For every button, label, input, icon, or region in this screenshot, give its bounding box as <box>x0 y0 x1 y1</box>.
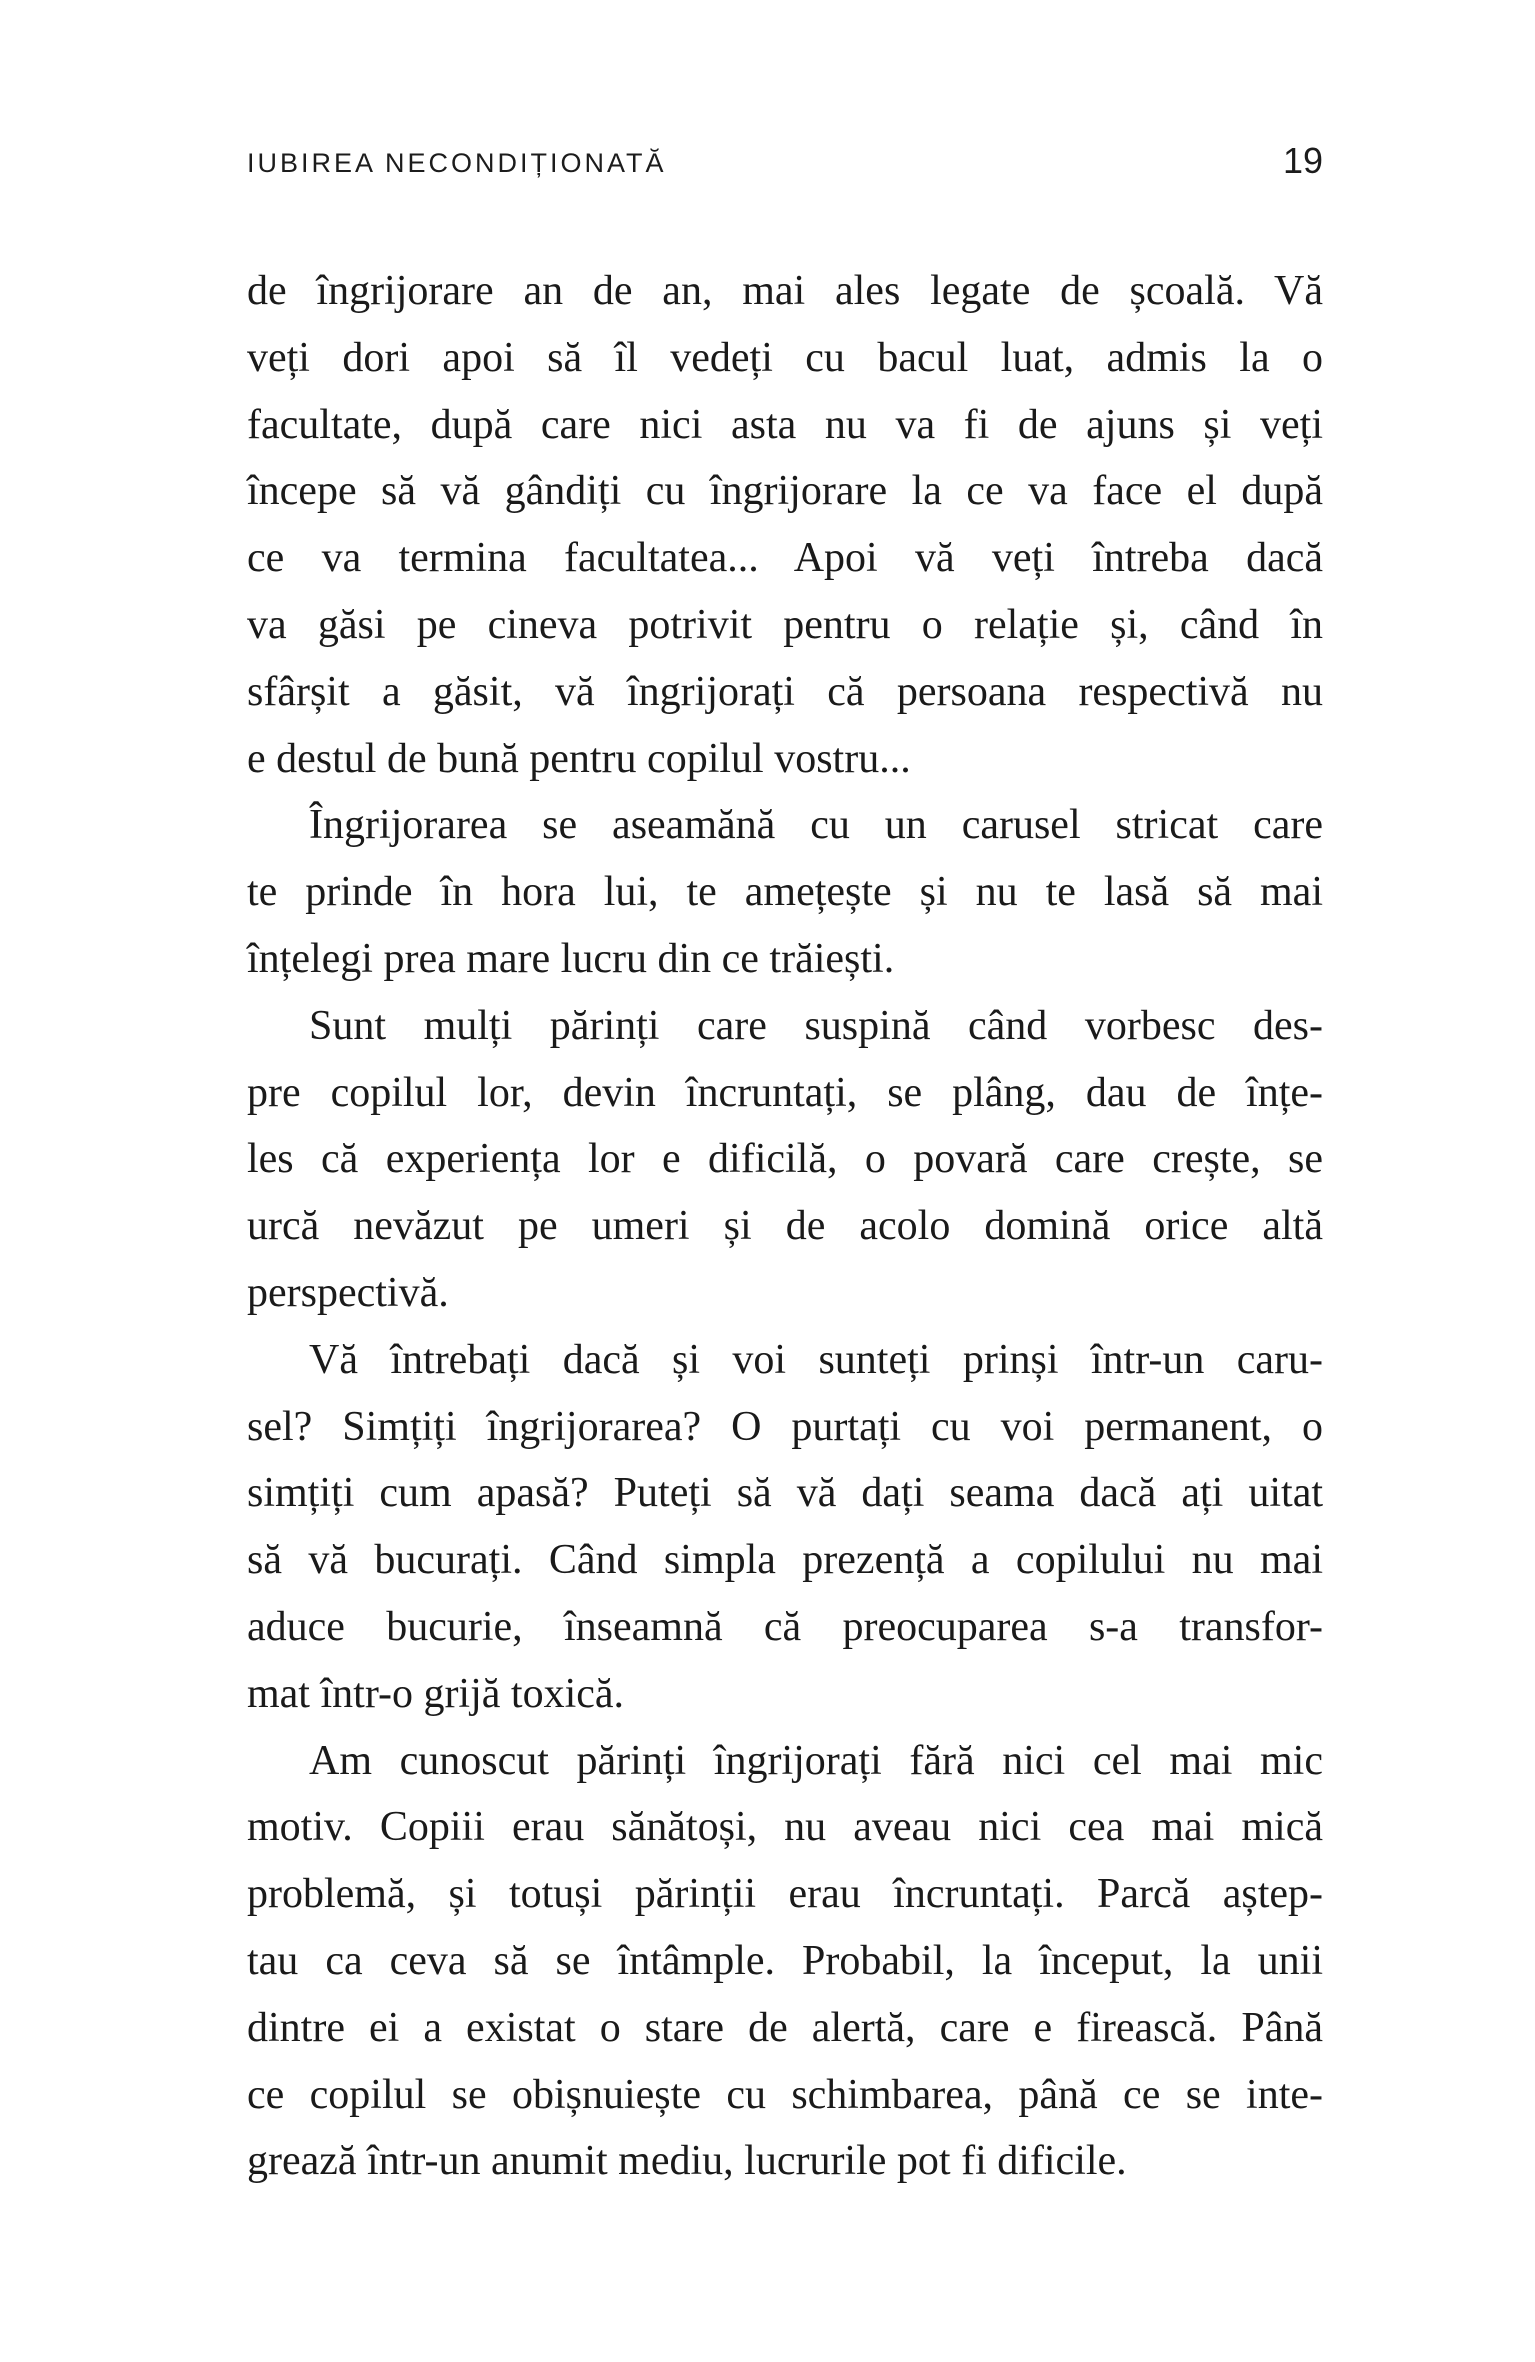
text-line: motiv. Copiii erau sănătoși, nu aveau nici cea mai mică <box>247 1804 1323 1851</box>
text-line: de îngrijorare an de an, mai ales legate de școală. Vă <box>247 268 1323 314</box>
paragraph <box>247 1327 1323 1728</box>
paragraph <box>247 792 1323 992</box>
header-title: IUBIREA NECONDIȚIONATĂ <box>247 148 667 178</box>
text-line: e destul de bună pentru copilul vostru... <box>247 735 911 782</box>
text-line: Am cunoscut părinți îngrijorați fără nici cel mai mic <box>309 1737 1323 1784</box>
page-body <box>247 258 1323 2195</box>
text-line: tau ca ceva să se întâmple. Probabil, la început, la unii <box>247 1937 1323 1984</box>
text-line: dintre ei a existat o stare de alertă, care e firească. Până <box>247 2004 1323 2051</box>
text-line: pre copilul lor, devin încruntați, se plâng, dau de înțe- <box>247 1069 1323 1116</box>
text-line: sel? Simțiți îngrijorarea? O purtați cu voi permanent, o <box>247 1403 1323 1450</box>
text-line: veți dori apoi să îl vedeți cu bacul luat, admis la o <box>247 334 1323 381</box>
page-number: 19 <box>1282 140 1323 181</box>
text-line: simțiți cum apasă? Puteți să vă dați seama dacă ați uitat <box>247 1470 1323 1517</box>
text-line: sfârșit a găsit, vă îngrijorați că persoana respectivă nu <box>247 668 1323 715</box>
text-line: Sunt mulți părinți care suspină când vorbesc des- <box>309 1002 1323 1049</box>
text-line: problemă, și totuși părinții erau încruntați. Parcă aștep- <box>247 1871 1323 1918</box>
text-line: les că experiența lor e dificilă, o povară care crește, se <box>247 1136 1323 1183</box>
text-line: ce copilul se obișnuiește cu schimbarea, până ce se inte- <box>247 2071 1323 2118</box>
text-line: înțelegi prea mare lucru din ce trăiești. <box>247 935 895 982</box>
text-line: va găsi pe cineva potrivit pentru o relație și, când în <box>247 601 1323 648</box>
text-line: începe să vă gândiți cu îngrijorare la ce va face el după <box>247 468 1323 515</box>
paragraph <box>247 1728 1323 2196</box>
text-line: grează într-un anumit mediu, lucrurile pot fi dificile. <box>247 2138 1127 2185</box>
text-line: Vă întrebați dacă și voi sunteți prinși într-un caru- <box>309 1336 1323 1383</box>
text-line: aduce bucurie, înseamnă că preocuparea s-a transfor- <box>247 1603 1323 1650</box>
text-line: mat într-o grijă toxică. <box>247 1670 625 1717</box>
text-line: să vă bucurați. Când simpla prezență a copilului nu mai <box>247 1537 1323 1584</box>
text-line: urcă nevăzut pe umeri și de acolo domină orice altă <box>247 1203 1323 1250</box>
text-line: Îngrijorarea se aseamănă cu un carusel stricat care <box>309 802 1323 849</box>
text-line: facultate, după care nici asta nu va fi de ajuns și veți <box>247 401 1323 448</box>
text-line: te prinde în hora lui, te amețește și nu te lasă să mai <box>247 869 1323 916</box>
paragraph <box>247 258 1323 792</box>
paragraph <box>247 993 1323 1327</box>
text-line: ce va termina facultatea... Apoi vă veți întreba dacă <box>247 535 1323 582</box>
text-line: perspectivă. <box>247 1269 449 1316</box>
